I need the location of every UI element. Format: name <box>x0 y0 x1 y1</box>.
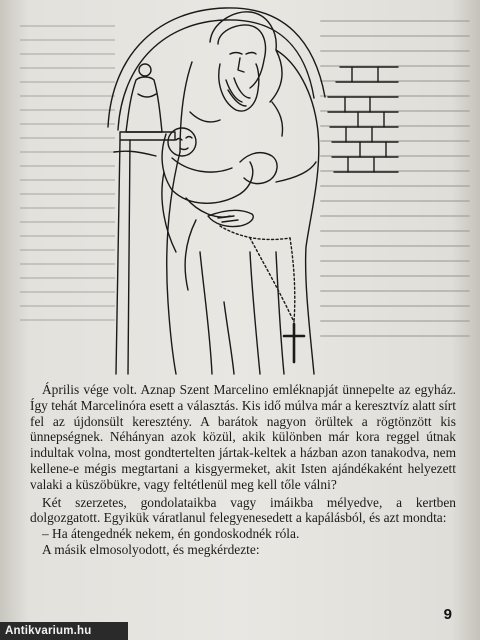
body-text <box>30 382 456 558</box>
paragraph: Április vége volt. Aznap Szent Marcelino emléknapját ünnepelte az egyház. Így tehát Marcelinóra esett a választás. Kis idő múlva már a keresztvíz alatt sírt fel az újdonsült keresztény. A barátok nagyon örültek a rögtönzött kis ünnepségnek. Néhányan azok közül, akik különben már kora reggel útnak indultak volna, most gondtertelten jártak-keltek a házban azon tanakodva, nem kellene-e mégis megtartani a kisgyermeket, akit Isten ajándékaként helyezett valaki a küszöbükre, vagy feltétlenül meg kell tőle válni? <box>30 382 456 492</box>
paragraph: A másik elmosolyodott, és megkérdezte: <box>42 541 260 557</box>
monk-holding-infant-illustration <box>100 2 400 382</box>
dialog-line: – Ha átengednék nekem, én gondoskodnék róla. <box>42 526 300 542</box>
page-number: 9 <box>443 606 452 623</box>
watermark-logo: Antikvarium.hu <box>0 622 128 640</box>
paragraph: Két szerzetes, gondolataikba vagy imáikba mélyedve, a kertben dolgozgatott. Egyikük váratlanul felegyenesedett a kapálásból, és azt mondta: <box>30 494 456 526</box>
